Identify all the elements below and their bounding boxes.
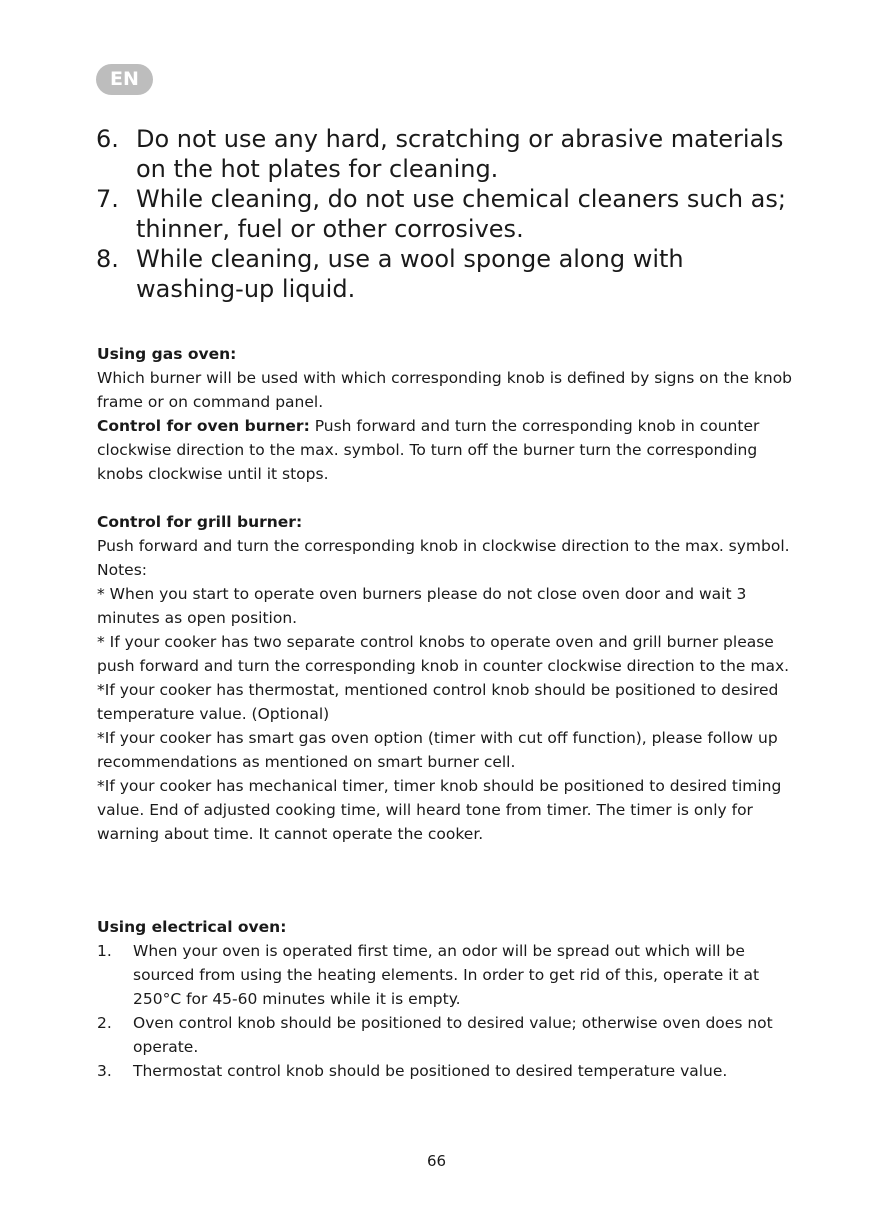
- gas-oven-section: [97, 342, 797, 486]
- list-item: [96, 244, 786, 304]
- gas-oven-heading: Using gas oven:: [97, 345, 237, 363]
- gas-oven-intro: Which burner will be used with which corresponding knob is defined by signs on the knob frame or on command panel.: [97, 369, 793, 411]
- grill-burner-section: [97, 510, 797, 846]
- oven-burner-paragraph: [97, 414, 797, 486]
- list-item-text: Do not use any hard, scratching or abrasive materials on the hot plates for cleaning.: [136, 125, 784, 183]
- note-item: *If your cooker has mechanical timer, timer knob should be positioned to desired timing value. End of adjusted cooking time, will heard tone from timer. The timer is only for warning about time. It cannot operate the cooker.: [97, 777, 782, 843]
- list-item-text: Thermostat control knob should be positioned to desired temperature value.: [133, 1062, 728, 1080]
- electrical-oven-section: [97, 915, 797, 1083]
- note-item: * If your cooker has two separate control knobs to operate oven and grill burner please push forward and turn the corresponding knob in counter clockwise direction to the max.: [97, 633, 790, 675]
- list-item-text: When your oven is operated first time, an odor will be spread out which will be sourced from using the heating elements. In order to get rid of this, operate it at 250°C for 45-60 minutes while it is empty.: [133, 942, 760, 1008]
- list-item: [96, 184, 786, 244]
- list-item-number: 6.: [96, 125, 119, 153]
- oven-burner-label: Control for oven burner:: [97, 417, 310, 435]
- list-item-number: 8.: [96, 245, 119, 273]
- list-item-number: 3.: [97, 1062, 112, 1080]
- page-number: 66: [426, 1152, 447, 1170]
- note-item: * When you start to operate oven burners please do not close oven door and wait 3 minutes as open position.: [97, 585, 747, 627]
- list-item-text: While cleaning, use a wool sponge along with washing-up liquid.: [136, 245, 684, 303]
- list-item-number: 7.: [96, 185, 119, 213]
- grill-burner-heading: Control for grill burner:: [97, 513, 303, 531]
- notes-label: Notes:: [97, 561, 147, 579]
- list-item-number: 2.: [97, 1014, 112, 1032]
- list-item: [96, 124, 786, 184]
- note-item: *If your cooker has thermostat, mentioned control knob should be positioned to desired temperature value. (Optional): [97, 681, 779, 723]
- electrical-oven-heading: Using electrical oven:: [97, 918, 287, 936]
- list-item: [97, 939, 797, 1011]
- grill-burner-text: Push forward and turn the corresponding knob in clockwise direction to the max. symbol.: [97, 537, 790, 555]
- list-item-text: Oven control knob should be positioned to desired value; otherwise oven does not operate.: [133, 1014, 773, 1056]
- list-item: [97, 1059, 797, 1083]
- list-item-number: 1.: [97, 942, 112, 960]
- language-badge: EN: [96, 64, 153, 95]
- note-item: *If your cooker has smart gas oven option (timer with cut off function), please follow up recommendations as mentioned on smart burner cell.: [97, 729, 778, 771]
- cleaning-instructions-list: [96, 124, 786, 304]
- oven-burner-text: Push forward and turn the corresponding knob in counter clockwise direction to the max. symbol. To turn off the burner turn the corresponding knobs clockwise until it stops.: [97, 417, 760, 483]
- list-item-text: While cleaning, do not use chemical cleaners such as; thinner, fuel or other corrosives.: [136, 185, 786, 243]
- list-item: [97, 1011, 797, 1059]
